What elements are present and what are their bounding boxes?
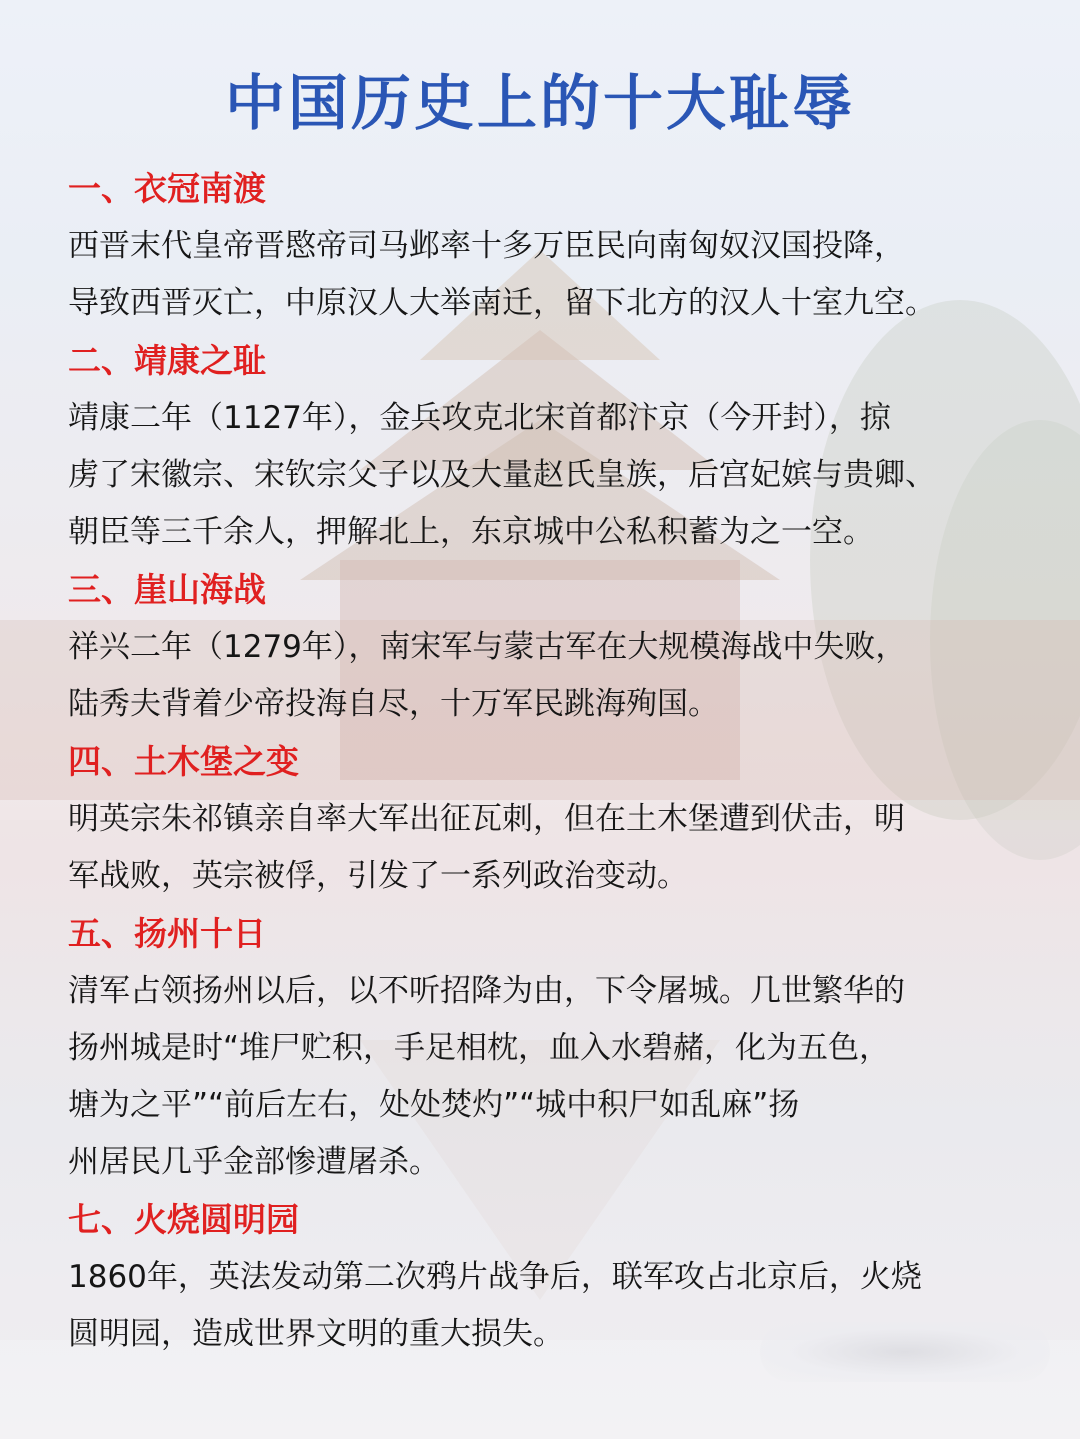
text-line: 塘为之平”“前后左右，处处焚灼”“城中积尸如乱麻”扬 <box>68 1087 800 1123</box>
text-line: 州居民几乎金部惨遭屠杀。 <box>68 1144 440 1180</box>
page-title: 中国历史上的十大耻辱 <box>225 69 855 139</box>
text-line: 清军占领扬州以后，以不听招降为由，下令屠城。几世繁华的 <box>68 973 905 1009</box>
blurred-watermark <box>760 1322 1050 1382</box>
text-line: 陆秀夫背着少帝投海自尽，十万军民跳海殉国。 <box>68 686 719 722</box>
text-line: 靖康二年（1127年），金兵攻克北宋首都汴京（今开封），掠 <box>68 400 891 436</box>
section-heading: 一、衣冠南渡 <box>68 169 266 208</box>
text-line: 虏了宋徽宗、宋钦宗父子以及大量赵氏皇族，后宫妃嫔与贵卿、 <box>68 457 936 493</box>
section-text <box>68 619 1040 733</box>
section-heading: 四、土木堡之变 <box>68 742 299 781</box>
section-text <box>68 791 1040 905</box>
text-line: 圆明园，造成世界文明的重大损失。 <box>68 1316 564 1352</box>
section-heading: 七、火烧圆明园 <box>68 1200 299 1239</box>
section-heading: 三、崖山海战 <box>68 570 266 609</box>
section-5 <box>68 905 1040 1191</box>
text-line: 扬州城是时“堆尸贮积，手足相枕，血入水碧赭，化为五色， <box>68 1030 891 1066</box>
text-line: 朝臣等三千余人，押解北上，东京城中公私积蓄为之一空。 <box>68 514 874 550</box>
section-3 <box>68 561 1040 733</box>
text-line: 祥兴二年（1279年），南宋军与蒙古军在大规模海战中失败， <box>68 629 907 665</box>
section-text <box>68 218 1040 332</box>
section-heading: 二、靖康之耻 <box>68 341 266 380</box>
text-line: 明英宗朱祁镇亲自率大军出征瓦刺，但在土木堡遭到伏击，明 <box>68 801 905 837</box>
section-4 <box>68 733 1040 905</box>
text-line: 军战败，英宗被俘，引发了一系列政治变动。 <box>68 858 688 894</box>
section-2 <box>68 332 1040 561</box>
article-body <box>68 160 1040 1363</box>
section-1 <box>68 160 1040 332</box>
text-line: 导致西晋灭亡，中原汉人大举南迁，留下北方的汉人十室九空。 <box>68 285 936 321</box>
section-heading: 五、扬州十日 <box>68 914 266 953</box>
text-line: 1860年，英法发动第二次鸦片战争后，联军攻占北京后，火烧 <box>68 1259 922 1295</box>
text-line: 西晋末代皇帝晋愍帝司马邺率十多万臣民向南匈奴汉国投降， <box>68 228 905 264</box>
section-text <box>68 390 1040 561</box>
section-text <box>68 963 1040 1191</box>
